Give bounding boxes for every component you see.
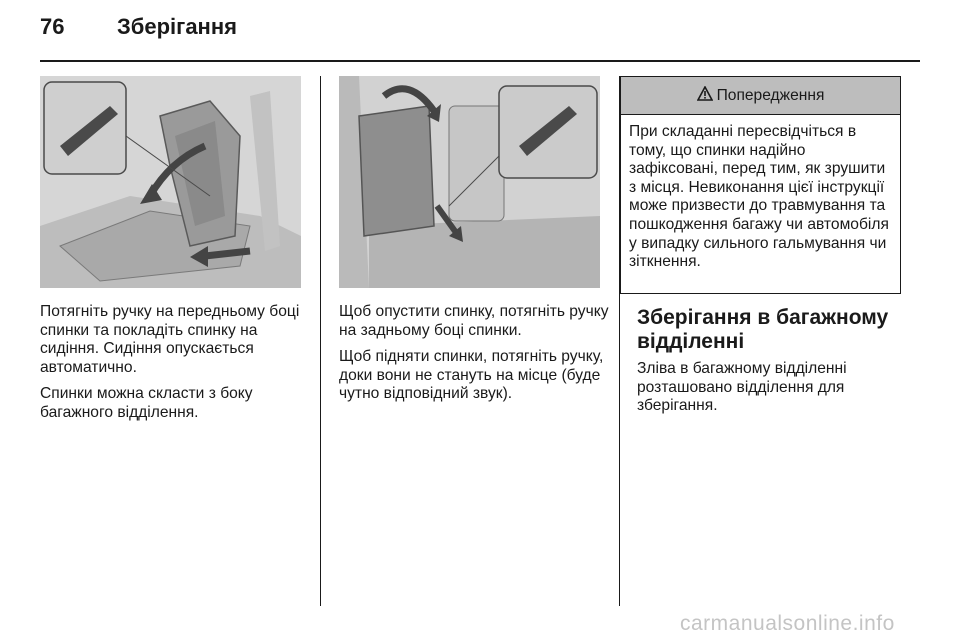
column2-paragraph-2: Щоб підняти спинки, потягніть ручку, доки вони не стануть на місце (буде чутно відповідний звук).	[339, 348, 604, 403]
luggage-fold-drawing	[339, 76, 600, 288]
warning-text: При складанні пересвідчіться в тому, що спинки надійно зафіксовані, перед тим, як зрушити з місця. Невиконання цієї інструкції може призвести до травмування та пошкодження багажу чи автомобіля у випадку сильного гальмування чи зіткнення.	[629, 123, 889, 271]
warning-header	[621, 77, 900, 115]
page-heading: Зберігання	[117, 14, 237, 39]
warning-triangle-icon	[697, 86, 713, 106]
column1-text	[40, 303, 312, 431]
page-number: 76	[40, 14, 65, 39]
header-rule	[40, 60, 920, 62]
seat-fold-drawing	[40, 76, 301, 288]
luggage-fold-illustration	[339, 76, 600, 288]
seat-fold-illustration	[40, 76, 301, 288]
watermark: carmanualsonline.info	[680, 612, 895, 635]
page-header	[40, 14, 920, 54]
warning-title: Попередження	[716, 86, 825, 104]
column2-paragraph-1: Щоб опустити спинку, потягніть ручку на задньому боці спинки.	[339, 303, 609, 339]
column2-text	[339, 303, 609, 412]
column-divider-left	[320, 76, 321, 606]
column1-paragraph-1: Потягніть ручку на передньому боці спинки та покладіть спинку на сидіння. Сидіння опускається автоматично.	[40, 303, 300, 376]
section-title: Зберігання в багажному відділенні	[637, 306, 889, 353]
warning-box	[620, 76, 901, 294]
column1-paragraph-2: Спинки можна скласти з боку багажного відділення.	[40, 385, 253, 421]
section-text: Зліва в багажному відділенні розташовано відділення для зберігання.	[637, 360, 847, 415]
